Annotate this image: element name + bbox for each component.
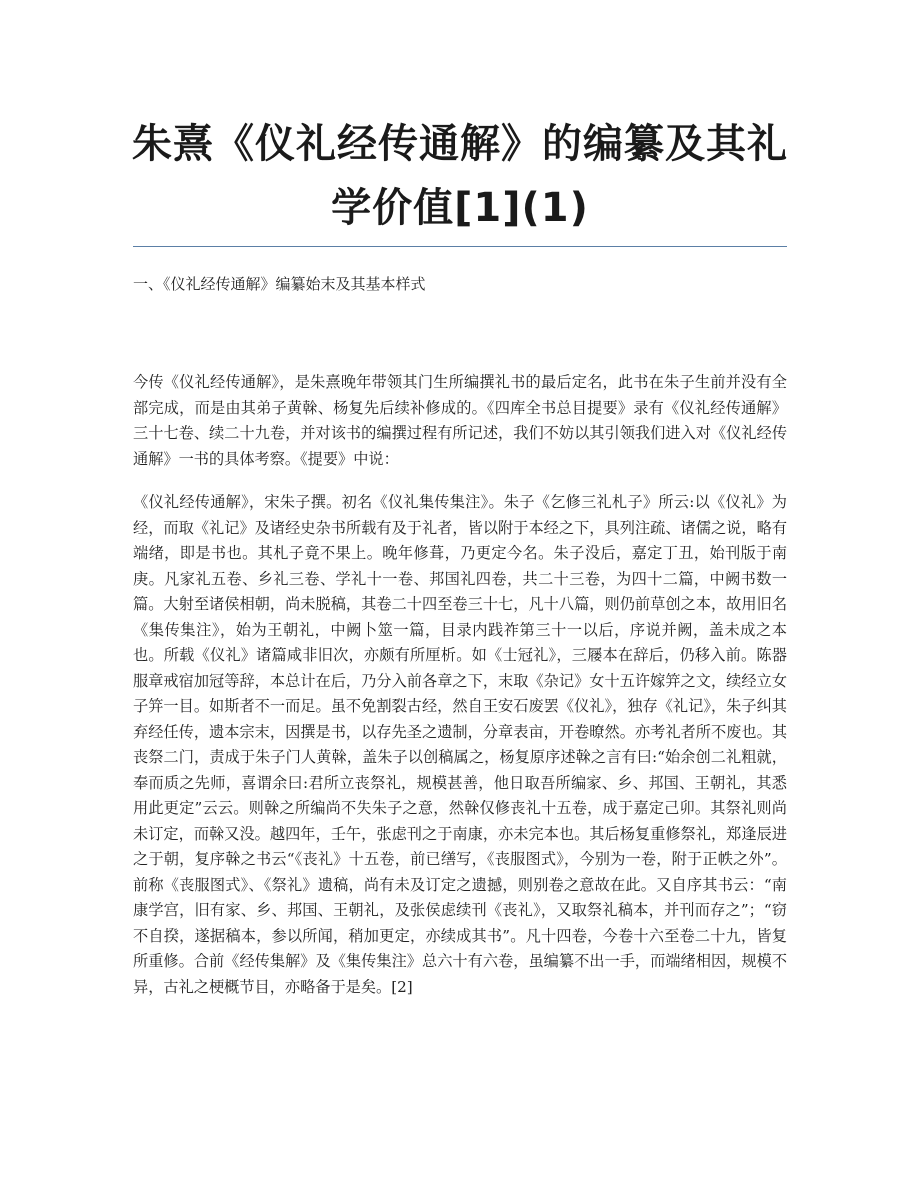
title-divider	[133, 246, 787, 247]
document-title: 朱熹《仪礼经传通解》的编纂及其礼学价值[1](1)	[132, 121, 788, 231]
section-heading: 一、《仪礼经传通解》编纂始末及其基本样式	[133, 275, 426, 293]
paragraph-quotation: 《仪礼经传通解》，宋朱子撰。初名《仪礼集传集注》。朱子《乞修三礼札子》所云:以《仪礼》为经，而取《礼记》及诸经史杂书所载有及于礼者，皆以附于本经之下，具列注疏、诸儒之说，略有端绪，即是书也。其札子竟不果上。晚年修葺，乃更定今名。朱子没后，嘉定丁丑，始刊版于南庚。凡家礼五卷、乡礼三卷、学礼十一卷、邦国礼四卷，共二十三卷，为四十二篇，中阙书数一篇。大射至诸侯相朝，尚未脱稿，其卷二十四至卷三十七，凡十八篇，则仍前草创之本，故用旧名《集传集注》，始为王朝礼，中阙卜筮一篇，目录内践祚第三十一以后，序说并阙，盖未成之本也。所载《仪礼》诸篇咸非旧次，亦颇有所厘析。如《士冠礼》，三屦本在辞后，仍移入前。陈器服章戒宿加冠等辞，本总计在后，乃分入前各章之下，末取《杂记》女十五许嫁笄之文，续经立女子笄一目。如斯者不一而足。虽不免割裂古经，然自王安石废罢《仪礼》，独存《礼记》，朱子纠其弃经任传，遗本宗末，因撰是书，以存先圣之遗制，分章表亩，开卷暸然。亦考礼者所不废也。其丧祭二门，责成于朱子门人黄榦，盖朱子以创稿属之，杨复原序述榦之言有曰:“始余创二礼粗就，奉而质之先师，喜谓余曰:君所立丧祭礼，规模甚善，他日取吾所编家、乡、邦国、王朝礼，其悉用此更定”云云。则榦之所编尚不失朱子之意，然榦仅修丧礼十五卷，成于嘉定己卯。其祭礼则尚未订定，而榦又没。越四年，壬午，张虑刊之于南康，亦未完本也。其后杨复重修祭礼，郑逢辰进之于朝，复序榦之书云“《丧礼》十五卷，前已缮写，《丧服图式》，今别为一卷，附于正帙之外”。前称《丧服图式》、《祭礼》遗稿，尚有未及订定之遗撼，则别卷之意故在此。又自序其书云：“南康学宫，旧有家、乡、邦国、王朝礼，及张侯虑续刊《丧礼》，又取祭礼稿本，并刊而存之”；“窃不自揆，遂据稿本，参以所闻，稍加更定，亦续成其书”。凡十四卷，今卷十六至卷二十九，皆复所重修。合前《经传集解》及《集传集注》总六十有六卷，虽编纂不出一手，而端绪相因，规模不异，古礼之梗概节目，亦略备于是矣。[2]	[133, 493, 787, 996]
paragraph-intro: 今传《仪礼经传通解》，是朱熹晚年带领其门生所编撰礼书的最后定名，此书在朱子生前并没有全部完成，而是由其弟子黄榦、杨复先后续补修成的。《四库全书总目提要》录有《仪礼经传通解》三十七卷、续二十九卷，并对该书的编撰过程有所记述，我们不妨以其引领我们进入对《仪礼经传通解》一书的具体考察。《提要》中说：	[133, 373, 787, 468]
